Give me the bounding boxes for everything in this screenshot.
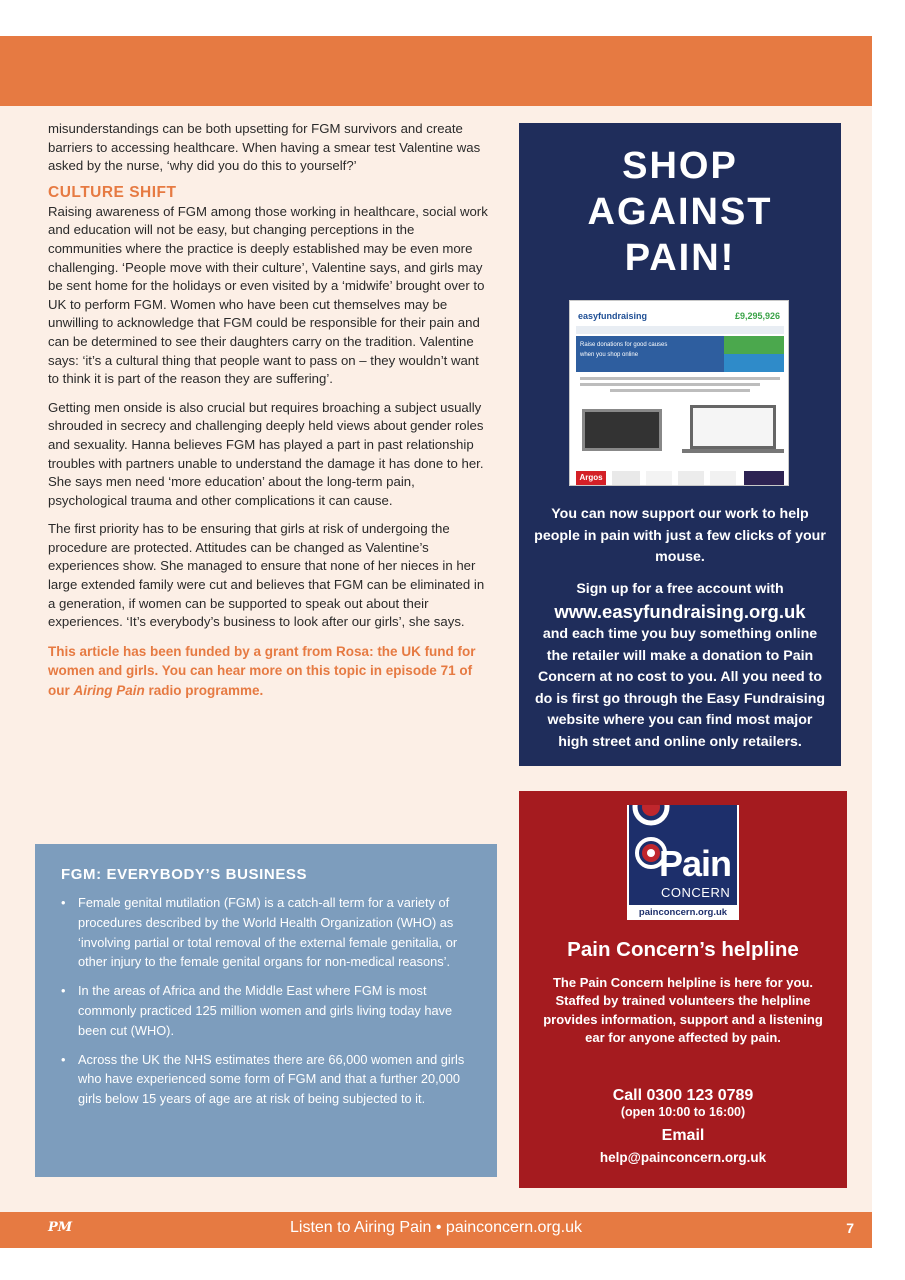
magazine-page bbox=[0, 36, 872, 1248]
laptop-base-graphic bbox=[682, 449, 784, 453]
fact-text: Female genital mutilation (FGM) is a catch-all term for a variety of procedures described by the World Health Organization (WHO) as ‘involving partial or total removal of the external female genitalia, or other injury to the female genital organs for non-medical reasons’. bbox=[78, 895, 458, 970]
helpline-title: Pain Concern’s helpline bbox=[567, 938, 799, 961]
article-paragraph-3: The first priority has to be ensuring that girls at risk of undergoing the procedure are protected. Attitudes can be changed as Valentine’s experiences show. She managed to ensure that none of her nieces in her large extended family were cut and believes that FGM can be eliminated in a generation, if women can be supported to speak out about their experiences. ‘It’s everybody’s business to look after our girls’, she says. bbox=[48, 521, 485, 630]
logo-url: painconcern.org.uk bbox=[638, 907, 728, 918]
retailer-logo bbox=[646, 471, 672, 485]
hero-text bbox=[580, 340, 667, 360]
retailer-logo: Argos bbox=[576, 471, 606, 485]
shop-against-pain-box bbox=[519, 123, 841, 766]
fact-text: In the areas of Africa and the Middle East where FGM is most commonly practiced 125 million women and girls living today have been cut (WHO). bbox=[78, 983, 453, 1038]
bullet-icon: • bbox=[61, 983, 66, 999]
article-paragraph-1: Raising awareness of FGM among those working in healthcare, social work and education will not be easy, but changing perceptions in the communities where the practice is deeply established may be even more challenging. ‘People move with their culture’, Valentine says, and girls may be sent home for the holidays or even visited by a ‘midwife’ brought over to UK to perform FGM. Women who have been cut themselves may be unwilling to acknowledge that FGM could be responsible for their pain and can be determined to see their daughters carry on the tradition. Valentine says: ‘it’s a cultural thing that people want to pass on – they wouldn’t want to think it is part of the reason they are suffering’. bbox=[48, 203, 488, 387]
programme-name: Airing Pain bbox=[73, 682, 145, 698]
site-logo: easyfundraising bbox=[578, 311, 648, 321]
retailer-logo bbox=[612, 471, 640, 485]
article-paragraph-2: Getting men onside is also crucial but requires broaching a subject usually shrouded in secrecy and challenging deeply held views about gender roles and sexuality. Hanna believes FGM has played a part in past relationship troubles with partners unable to understand the damage it has done to her. She says men need ‘more education’ about the long-term pain, psychological trauma and other complications it can cause. bbox=[48, 399, 484, 508]
site-nav-bar bbox=[576, 326, 784, 334]
logo-panel bbox=[629, 805, 737, 905]
video-thumbnail bbox=[582, 409, 662, 451]
logo-concern: CONCERN bbox=[661, 885, 731, 900]
retailer-logos bbox=[576, 471, 784, 485]
helpline-hours: (open 10:00 to 16:00) bbox=[620, 1105, 746, 1119]
footer-band bbox=[0, 1212, 872, 1248]
logo-word: Pain bbox=[659, 843, 732, 884]
helpline-box bbox=[519, 791, 847, 1188]
footer-text: Listen to Airing Pain • painconcern.org.uk bbox=[290, 1219, 582, 1236]
spacer bbox=[533, 569, 827, 579]
fgm-info-box bbox=[35, 844, 497, 1177]
donation-total: £9,295,926 bbox=[734, 311, 780, 321]
bullet-icon: • bbox=[61, 1051, 66, 1067]
bullet-icon: • bbox=[61, 895, 66, 910]
helpline-email[interactable]: help@painconcern.org.uk bbox=[599, 1150, 767, 1165]
hero-line: Raise donations for good causes bbox=[580, 342, 668, 348]
footer-logo: PM bbox=[48, 1220, 73, 1235]
shop-details: and each time you buy something online the retailer will make a donation to Pain Concern at no cost to you. All you need to do is first go through the Easy Fundraising website where you can find most major high street and online only retailers. bbox=[534, 626, 826, 750]
helpline-description: The Pain Concern helpline is here for you. Staffed by trained volunteers the helpline provides information, support and a listening ear for anyone affected by pain. bbox=[543, 975, 823, 1045]
laptop-screen-graphic bbox=[690, 405, 776, 449]
list-item bbox=[61, 1050, 471, 1109]
helpline-phone[interactable]: Call 0300 123 0789 bbox=[612, 1087, 754, 1104]
text-line bbox=[580, 383, 760, 386]
list-item bbox=[61, 893, 471, 972]
email-label: Email bbox=[661, 1127, 705, 1144]
shop-title bbox=[519, 143, 841, 281]
retailer-logo bbox=[678, 471, 704, 485]
list-item bbox=[61, 981, 471, 1040]
hero-line: when you shop online bbox=[580, 352, 639, 358]
shop-signup-text: Sign up for a free account with bbox=[576, 580, 784, 597]
easyfundraising-link[interactable]: www.easyfundraising.org.uk bbox=[554, 601, 806, 622]
register-panel bbox=[724, 354, 784, 372]
funding-note bbox=[48, 642, 488, 701]
section-subhead: CULTURE SHIFT bbox=[48, 183, 177, 201]
shop-title-line: AGAINST bbox=[587, 191, 773, 233]
retailer-logo bbox=[744, 471, 784, 485]
text-line bbox=[610, 389, 750, 392]
retailer-logo bbox=[710, 471, 736, 485]
fgm-facts-list bbox=[61, 893, 471, 1109]
fact-text: Across the UK the NHS estimates there are 66,000 women and girls who have experienced some form of FGM and that a further 20,000 girls below 15 years of age are at risk of being subjected to it. bbox=[78, 1051, 465, 1107]
fgm-box-title: FGM: EVERYBODY’S BUSINESS bbox=[61, 866, 308, 883]
pain-concern-logo bbox=[627, 805, 739, 920]
article-body bbox=[48, 120, 488, 700]
easyfundraising-screenshot bbox=[569, 300, 789, 486]
shop-title-line: PAIN! bbox=[624, 237, 736, 279]
shop-copy bbox=[533, 504, 827, 753]
text-line bbox=[580, 377, 780, 380]
site-hero-banner bbox=[576, 336, 784, 372]
funding-note-end: radio programme. bbox=[144, 682, 264, 698]
funding-note-text: This article has been funded by a grant from Rosa: the UK fund for women and girls. You can hear more on this topic in episode 71 of our bbox=[48, 643, 476, 698]
shop-intro: You can now support our work to help people in pain with just a few clicks of your mouse. bbox=[534, 506, 826, 565]
header-band bbox=[0, 36, 872, 106]
page-number: 7 bbox=[846, 1220, 854, 1236]
shop-title-line: SHOP bbox=[622, 145, 738, 187]
article-intro: misunderstandings can be both upsetting for FGM survivors and create barriers to accessing healthcare. When having a smear test Valentine was asked by the nurse, ‘why did you do this to yourself?’ bbox=[48, 121, 481, 174]
